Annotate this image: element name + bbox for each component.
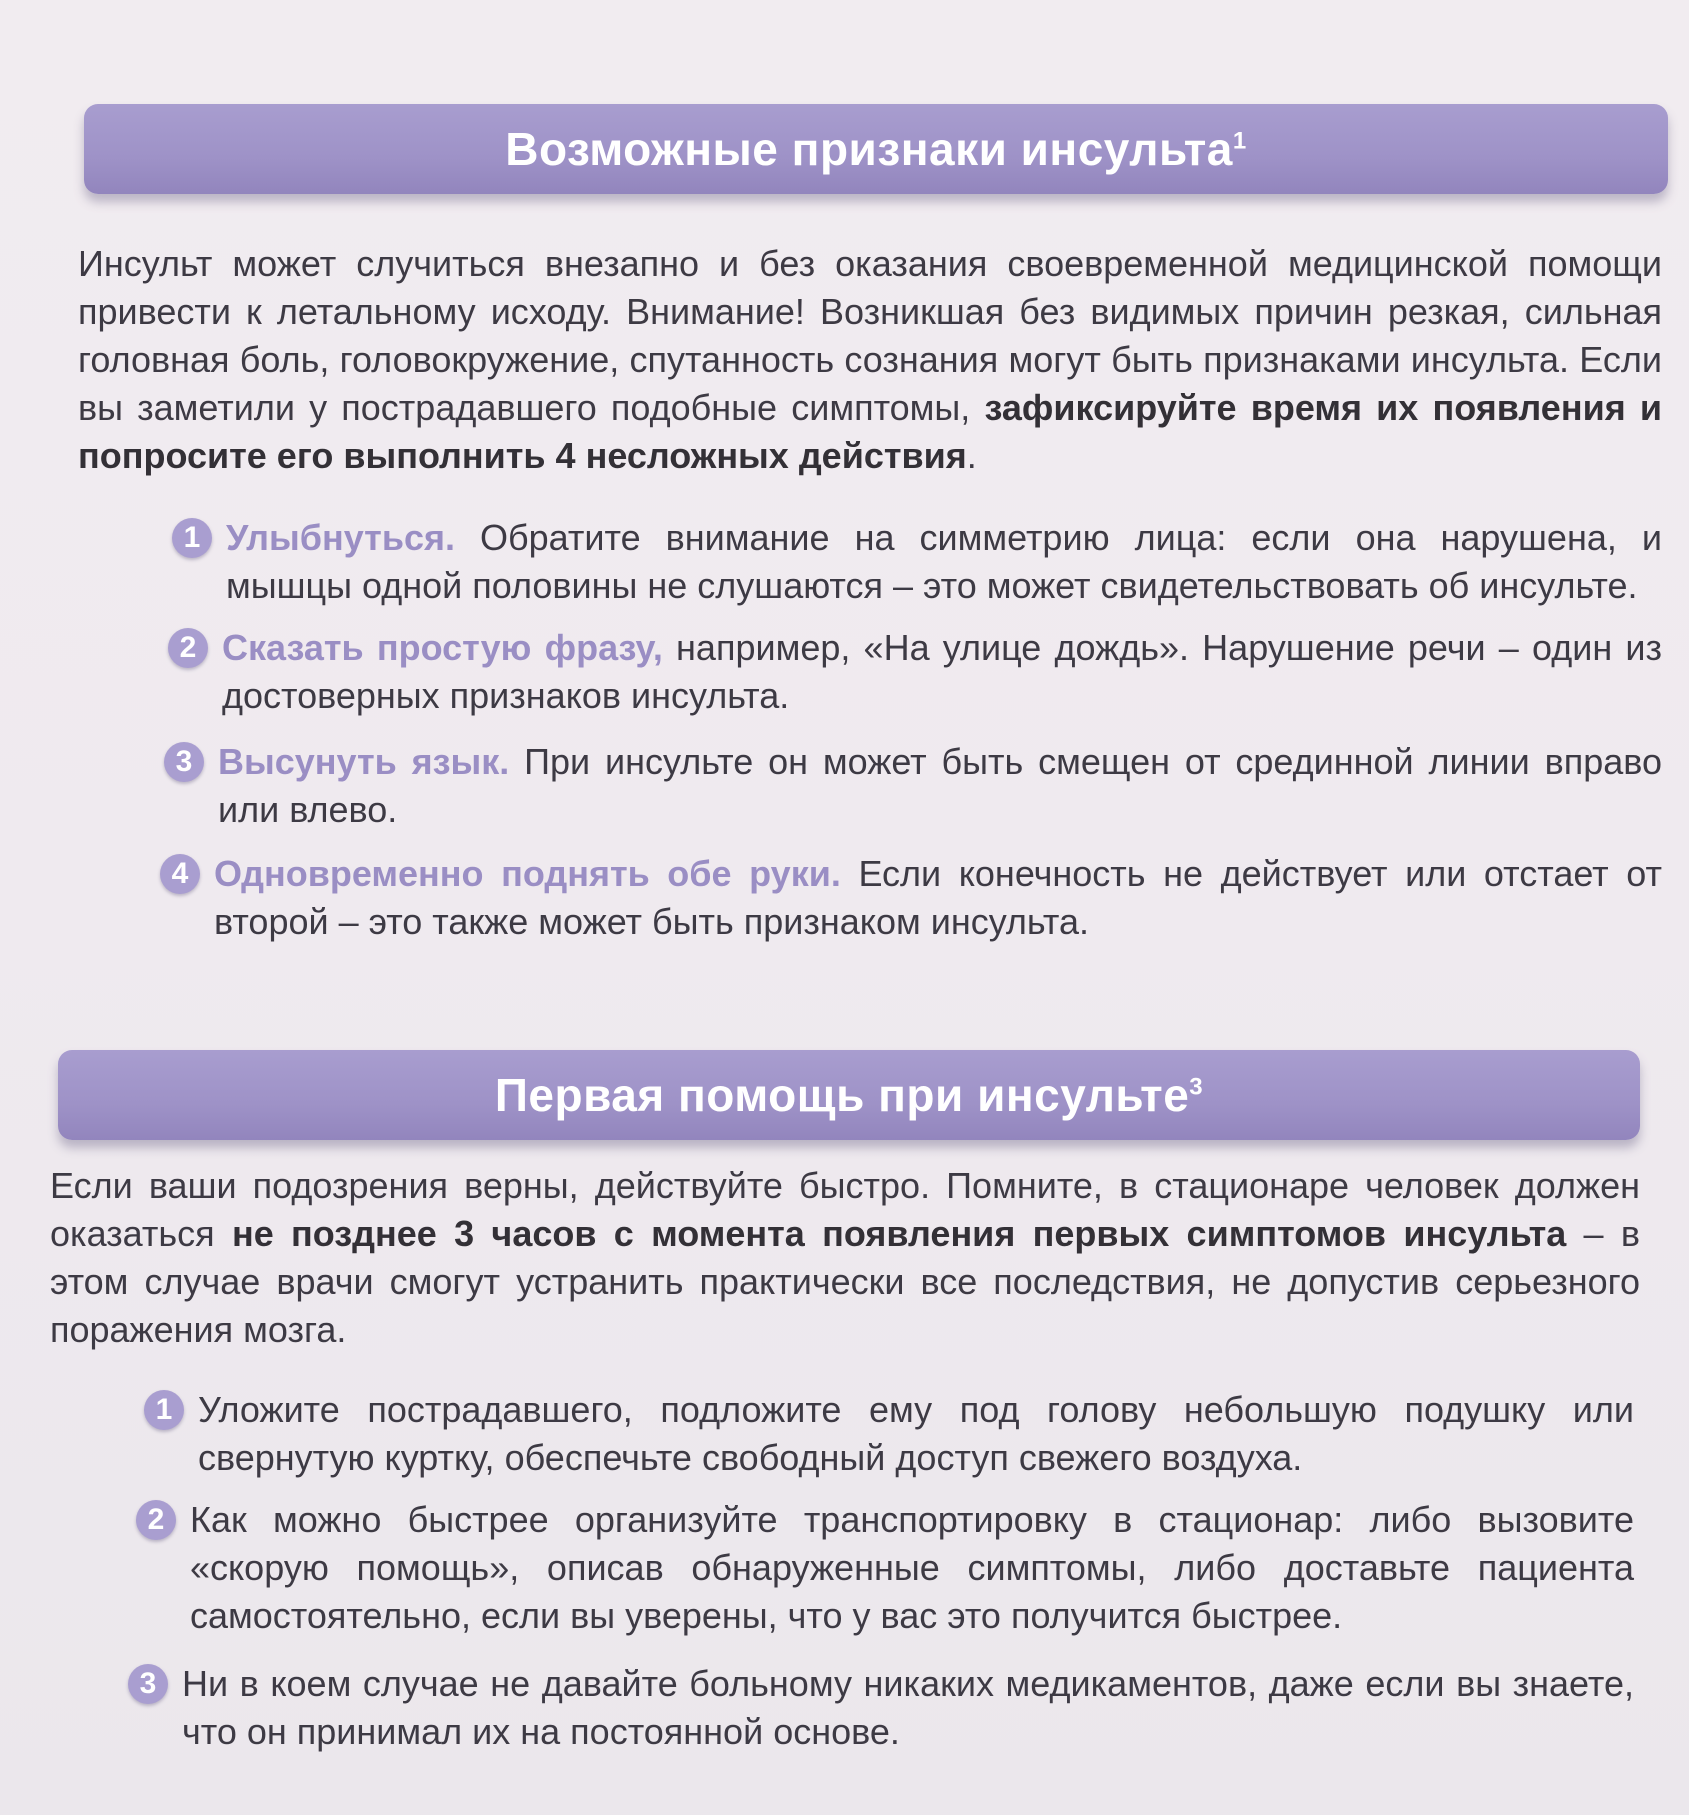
section1-footnote-mark: 1 [1232,127,1247,155]
section1-item-text [226,514,1662,610]
section2-banner [58,1050,1640,1140]
section1-title-text: Возможные признаки инсульта [505,123,1233,175]
section1-intro-bold: зафиксируйте время их появления и попросите его выполнить 4 несложных действия [78,387,1662,476]
item-lead: Одновременно поднять обе руки. [214,853,841,894]
item-body: например, «На улице дождь». Нарушение речи – один из достоверных признаков инсульта. [222,627,1663,716]
section2-intro-bold: не позднее 3 часов с момента появления первых симптомов инсульта [231,1213,1567,1254]
section2-footnote-mark: 3 [1189,1073,1204,1101]
section1-list-item [168,624,1662,720]
step-2-badge: 2 [136,1500,176,1540]
section1-item-text [214,850,1662,946]
section2-item-text: Как можно быстрее организуйте транспортировку в стационар: либо вызовите «скорую помощь», описав обнаруженные симптомы, либо доставьте пациента самостоятельно, если вы уверены, что у вас это получится быстрее. [190,1499,1634,1636]
section2-intro-text: Если ваши подозрения верны, действуйте быстро. Помните, в стационаре человек должен оказаться [50,1165,1640,1254]
step-1-badge: 1 [172,518,212,558]
section1-list-item [164,738,1662,834]
step-4-badge: 4 [160,854,200,894]
section1-item-text [222,624,1662,720]
section2-list-item [144,1386,1634,1482]
section1-title [505,122,1246,176]
section2-title [495,1068,1203,1122]
section2-list-item [136,1496,1634,1640]
item-body: Если конечность не действует или отстает от второй – это также может быть признаком инсульта. [214,853,1662,942]
section1-banner [84,104,1668,194]
section2-title-text: Первая помощь при инсульте [494,1069,1190,1121]
item-body: При инсульте он может быть смещен от срединной линии вправо или влево. [218,741,1663,830]
section1-list-item [172,514,1662,610]
section1-intro [78,240,1662,480]
section2-item-text: Ни в коем случае не давайте больному никаких медикаментов, даже если вы знаете, что он принимал их на постоянной основе. [182,1663,1634,1752]
step-3-badge: 3 [128,1664,168,1704]
section1-intro-text: Инсульт может случиться внезапно и без оказания своевременной медицинской помощи привести к летальному исходу. Внимание! Возникшая без видимых причин резкая, сильная головная боль, головокружение, спутанность сознания могут быть признаками инсульта. Если вы заметили у пострадавшего подобные симптомы, [78,243,1662,428]
item-lead: Улыбнуться. [226,517,455,558]
item-lead: Высунуть язык. [218,741,510,782]
section2-intro-end: – в этом случае врачи смогут устранить практически все последствия, не допустив серьезного поражения мозга. [50,1213,1640,1350]
section1-intro-end: . [966,435,977,476]
step-1-badge: 1 [144,1390,184,1430]
section2-list-item [128,1660,1634,1756]
item-lead: Сказать простую фразу, [222,627,663,668]
item-body: Обратите внимание на симметрию лица: если она нарушена, и мышцы одной половины не слушаются – это может свидетельствовать об инсульте. [226,517,1662,606]
section1-list-item [160,850,1662,946]
step-3-badge: 3 [164,742,204,782]
section2-item-text: Уложите пострадавшего, подложите ему под голову небольшую подушку или свернутую куртку, обеспечьте свободный доступ свежего воздуха. [198,1389,1634,1478]
section1-item-text [218,738,1662,834]
section2-intro [50,1162,1640,1354]
step-2-badge: 2 [168,628,208,668]
